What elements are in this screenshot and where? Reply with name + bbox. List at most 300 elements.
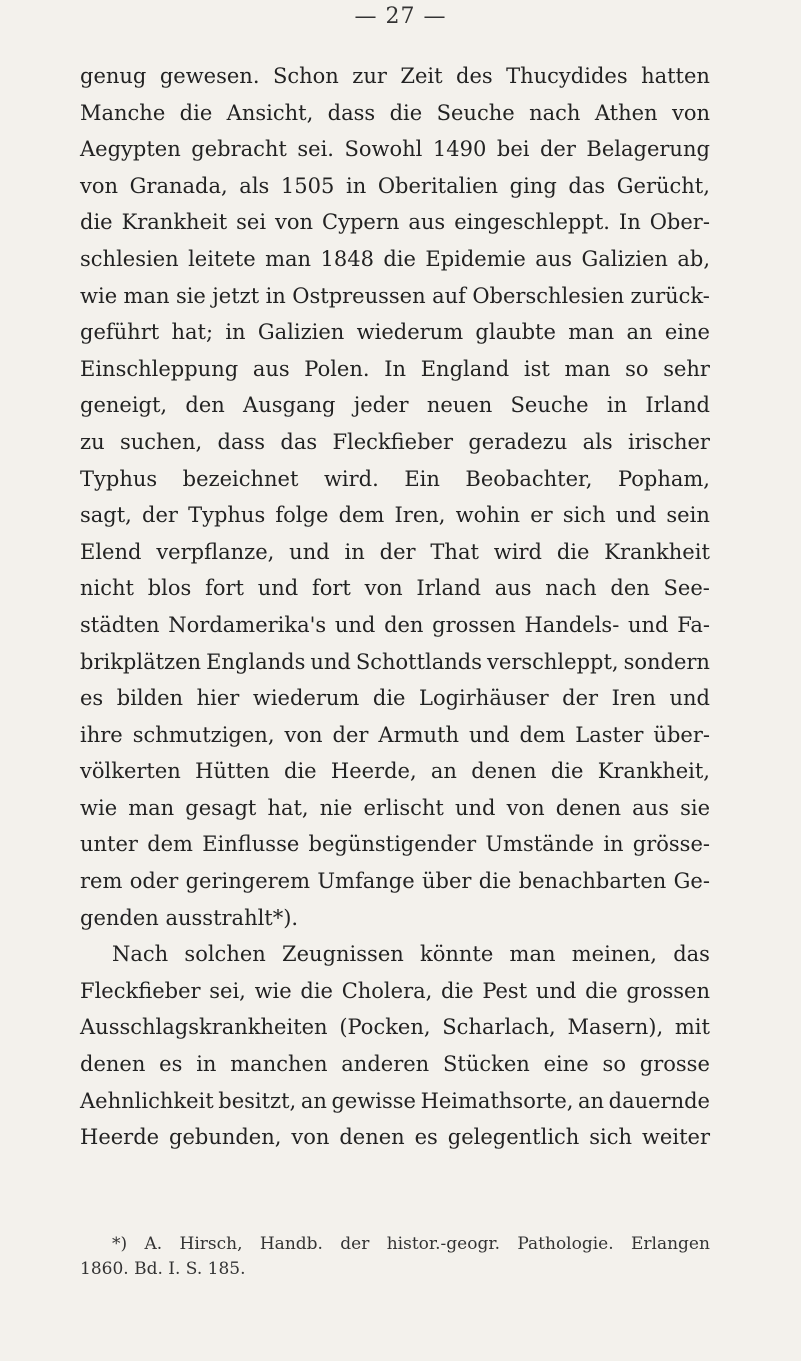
word: in: [606, 393, 628, 418]
word: In: [618, 210, 641, 235]
word: völkerten: [80, 759, 181, 784]
word: neuen: [426, 393, 493, 418]
paragraph-2: [80, 936, 710, 1156]
word: wohin: [455, 503, 521, 528]
word: gebunden,: [169, 1125, 282, 1150]
word: die: [80, 210, 113, 235]
text-line: [80, 168, 710, 205]
word: benachbarten: [518, 869, 667, 894]
text-line-content: [80, 58, 710, 95]
word: Ein: [404, 466, 440, 491]
word: dem: [338, 503, 385, 528]
word: als: [582, 429, 613, 454]
word: Pathologie.: [517, 1234, 614, 1254]
text-line-content: [80, 168, 710, 205]
word: blos: [147, 576, 192, 601]
word: den: [185, 393, 225, 418]
text-line-content: genden ausstrahlt*).: [80, 905, 299, 930]
word: Ansicht,: [226, 100, 314, 125]
word: wiederum: [356, 320, 464, 345]
word: nach: [529, 100, 581, 125]
word: Zeit: [400, 64, 443, 88]
word: und: [257, 576, 299, 601]
word: Heerde,: [330, 759, 417, 784]
word: von: [275, 210, 314, 235]
word: man: [123, 283, 170, 308]
word: bilden: [116, 686, 184, 711]
text-line-content: [80, 607, 710, 644]
word: Seuche: [436, 100, 515, 125]
word: Polen.: [304, 356, 370, 381]
word: die: [550, 759, 584, 784]
text-line-content: [80, 1083, 710, 1120]
text-line: [80, 387, 710, 424]
word: jeder: [353, 393, 409, 418]
word: Popham,: [617, 466, 710, 491]
text-line: [80, 204, 710, 241]
word: fort: [311, 576, 351, 601]
word: Nach: [112, 942, 169, 967]
word: erlischt: [363, 795, 444, 820]
word: zurück-: [630, 283, 710, 308]
word: der: [142, 503, 178, 528]
word: es: [159, 1052, 183, 1077]
text-line: [80, 1046, 710, 1083]
word: es: [80, 686, 104, 711]
word: über-: [653, 722, 710, 747]
word: Armuth: [378, 722, 460, 747]
word: die: [300, 978, 333, 1003]
text-line: [80, 936, 710, 973]
word: Irland: [416, 576, 481, 601]
text-line: [80, 58, 710, 95]
word: aus: [535, 246, 573, 271]
word: besitzt,: [218, 1088, 297, 1113]
word: Ge-: [673, 869, 710, 894]
text-line: [80, 900, 710, 937]
word: Gerücht,: [616, 173, 710, 198]
word: Handels-: [524, 612, 620, 637]
word: sei.: [297, 137, 334, 162]
word: das: [280, 429, 318, 454]
word: die: [441, 978, 474, 1003]
word: dauernde: [608, 1088, 710, 1113]
text-line: [80, 570, 710, 607]
word: der: [340, 1234, 370, 1254]
word: Krankheit: [121, 210, 228, 235]
paragraph-1: [80, 58, 710, 936]
word: grossen: [432, 612, 516, 637]
word: Epidemie: [425, 246, 526, 271]
word: nach: [545, 576, 597, 601]
word: brikplätzen: [80, 649, 202, 674]
text-line-content: [80, 534, 710, 571]
word: grösse-: [632, 832, 710, 857]
word: Englands: [206, 649, 306, 674]
text-line: [80, 534, 710, 571]
word: Pest: [482, 978, 528, 1003]
word: folge: [275, 503, 329, 528]
word: weiter: [641, 1125, 710, 1150]
text-line: [80, 131, 710, 168]
word: in: [196, 1052, 217, 1077]
text-line: [80, 424, 710, 461]
word: und: [454, 795, 496, 820]
text-line-content: [80, 973, 710, 1010]
word: verschleppt,: [487, 649, 619, 674]
word: Fa-: [677, 612, 710, 637]
word: Galizien: [257, 320, 345, 345]
word: aus: [632, 795, 669, 820]
word: und: [615, 503, 657, 528]
word: man: [128, 795, 175, 820]
word: man: [564, 356, 611, 381]
word: oder: [129, 869, 179, 894]
word: auf: [432, 283, 466, 308]
word: Krankheit: [604, 539, 710, 564]
word: Logirhäuser: [419, 686, 549, 711]
word: gebracht: [191, 137, 287, 162]
word: nicht: [80, 576, 134, 601]
word: That: [430, 539, 479, 564]
word: dass: [217, 429, 266, 454]
text-line-content: [112, 936, 710, 973]
word: Oberschlesien: [472, 283, 625, 308]
text-line-content: [80, 424, 710, 461]
word: Zeugnissen: [282, 942, 404, 967]
word: begünstigender: [308, 832, 477, 857]
word: an: [578, 1088, 605, 1113]
word: von: [671, 100, 710, 125]
word: geringerem: [185, 869, 311, 894]
text-line-content: [80, 1119, 710, 1156]
word: denen: [339, 1125, 405, 1150]
word: geneigt,: [80, 393, 168, 418]
word: zur: [352, 64, 387, 88]
word: Scharlach,: [442, 1015, 556, 1040]
text-line-content: [80, 863, 710, 900]
text-line-content: [80, 204, 710, 241]
word: sagt,: [80, 503, 132, 528]
word: ab,: [677, 246, 710, 271]
text-line: [80, 351, 710, 388]
word: gewisse: [331, 1088, 416, 1113]
word: von: [506, 795, 545, 820]
word: und: [310, 649, 351, 674]
word: Irland: [645, 393, 710, 418]
word: an: [430, 759, 457, 784]
word: die: [556, 539, 590, 564]
word: sei,: [209, 978, 246, 1003]
word: fort: [205, 576, 244, 601]
word: geradezu: [468, 429, 568, 454]
word: meinen,: [571, 942, 657, 967]
word: ging: [509, 173, 557, 198]
text-line: [80, 1009, 710, 1046]
word: des: [456, 64, 493, 88]
word: denen: [555, 795, 622, 820]
text-line: [80, 497, 710, 534]
text-line-content: [80, 644, 710, 681]
word: bei: [496, 137, 530, 162]
word: von: [284, 722, 323, 747]
word: Stücken: [443, 1052, 530, 1077]
word: Manche: [80, 100, 166, 125]
word: geführt: [80, 320, 160, 345]
text-line: [80, 461, 710, 498]
word: schlesien: [80, 246, 179, 271]
word: und: [669, 686, 710, 711]
footnote-line-content: 1860. Bd. I. S. 185.: [80, 1259, 246, 1279]
word: eine: [543, 1052, 589, 1077]
word: gelegentlich: [447, 1125, 580, 1150]
word: wird: [493, 539, 542, 564]
word: Fleckfieber: [80, 978, 201, 1003]
text-line: [80, 1119, 710, 1156]
word: Galizien: [581, 246, 668, 271]
footnote-line: [80, 1257, 710, 1282]
word: es: [414, 1125, 438, 1150]
word: Aehnlichkeit: [80, 1088, 214, 1113]
word: Sowohl: [344, 137, 423, 162]
word: wie: [80, 283, 118, 308]
word: und: [628, 612, 669, 637]
word: an: [300, 1088, 327, 1113]
word: dass: [327, 100, 376, 125]
word: die: [179, 100, 213, 125]
word: als: [239, 173, 270, 198]
word: Umfange: [317, 869, 415, 894]
word: verpflanze,: [156, 539, 275, 564]
text-line-content: [80, 570, 710, 607]
word: manchen: [230, 1052, 328, 1077]
word: aus: [408, 210, 446, 235]
word: Athen: [594, 100, 658, 125]
text-line: [80, 753, 710, 790]
word: grossen: [626, 978, 710, 1003]
word: Granada,: [129, 173, 228, 198]
footnote-line: [80, 1232, 710, 1257]
word: Erlangen: [630, 1234, 710, 1254]
text-line: [80, 607, 710, 644]
word: Heerde: [80, 1125, 160, 1150]
text-line: [80, 278, 710, 315]
word: Schottlands: [355, 649, 483, 674]
word: Cholera,: [341, 978, 433, 1003]
word: eingeschleppt.: [454, 210, 610, 235]
word: In: [384, 356, 407, 381]
text-line-content: [80, 131, 710, 168]
word: ist: [523, 356, 550, 381]
text-line: [80, 314, 710, 351]
word: solchen: [184, 942, 266, 967]
word: Iren: [611, 686, 656, 711]
word: die: [383, 246, 416, 271]
word: (Pocken,: [339, 1015, 431, 1040]
word: an: [626, 320, 653, 345]
word: Ostpreussen: [292, 283, 426, 308]
text-line-content: [80, 351, 710, 388]
word: Heimathsorte,: [420, 1088, 574, 1113]
word: man: [265, 246, 312, 271]
word: rem: [80, 869, 123, 894]
word: sie: [175, 283, 206, 308]
body-text: [80, 58, 710, 1156]
text-line-content: [80, 95, 710, 132]
text-line-content: [80, 680, 710, 717]
word: hatten: [641, 64, 710, 88]
text-line-content: [80, 753, 710, 790]
word: glaubte: [475, 320, 556, 345]
text-line: [80, 973, 710, 1010]
word: in: [345, 173, 367, 198]
word: Iren,: [394, 503, 446, 528]
text-line-content: [80, 387, 710, 424]
word: suchen,: [119, 429, 203, 454]
text-line: [80, 826, 710, 863]
word: den: [384, 612, 424, 637]
word: jetzt: [212, 283, 260, 308]
word: irischer: [627, 429, 710, 454]
word: See-: [663, 576, 710, 601]
word: gesagt: [185, 795, 257, 820]
text-line-content: [80, 826, 710, 863]
word: und: [469, 722, 510, 747]
word: hat;: [171, 320, 214, 345]
word: der: [539, 137, 576, 162]
word: und: [289, 539, 330, 564]
word: eine: [664, 320, 710, 345]
word: Ausschlagskrankheiten: [80, 1015, 328, 1040]
text-line: [80, 95, 710, 132]
word: denen: [80, 1052, 146, 1077]
word: Ausgang: [243, 393, 336, 418]
word: könnte: [420, 942, 494, 967]
word: bezeichnet: [182, 466, 299, 491]
word: sich: [562, 503, 606, 528]
word: aus: [252, 356, 290, 381]
word: nie: [319, 795, 353, 820]
word: Typhus: [188, 503, 266, 528]
word: Oberitalien: [377, 173, 499, 198]
word: und: [334, 612, 376, 637]
word: in: [344, 539, 365, 564]
text-line: [80, 790, 710, 827]
word: sehr: [663, 356, 710, 381]
word: Fleckfieber: [332, 429, 454, 454]
word: sein: [666, 503, 710, 528]
word: die: [389, 100, 423, 125]
word: 1490: [432, 137, 487, 162]
text-line-content: [80, 314, 710, 351]
word: von: [80, 173, 119, 198]
text-line-content: [80, 1009, 710, 1046]
word: sich: [589, 1125, 633, 1150]
text-line-content: [80, 497, 710, 534]
word: in: [603, 832, 624, 857]
word: der: [562, 686, 599, 711]
word: gewesen.: [159, 64, 260, 88]
word: Handb.: [259, 1234, 323, 1254]
word: denen: [471, 759, 537, 784]
word: den: [610, 576, 650, 601]
word: und: [535, 978, 577, 1003]
footnote-line-content: [112, 1232, 710, 1257]
word: die: [372, 686, 406, 711]
word: die: [284, 759, 317, 784]
word: man: [568, 320, 615, 345]
word: hat,: [267, 795, 309, 820]
text-line-content: [80, 717, 710, 754]
page-number: — 27 —: [354, 4, 447, 29]
word: wiederum: [252, 686, 360, 711]
word: die: [478, 869, 512, 894]
word: ihre: [80, 722, 123, 747]
word: Schon: [272, 64, 339, 88]
text-line: [80, 644, 710, 681]
word: so: [602, 1052, 626, 1077]
word: leitete: [188, 246, 256, 271]
text-line: [80, 241, 710, 278]
footnote: [80, 1232, 710, 1282]
word: Belagerung: [586, 137, 710, 162]
word: wie: [254, 978, 292, 1003]
text-line-content: [80, 278, 710, 315]
word: Hirsch,: [179, 1234, 243, 1254]
word: Aegypten: [80, 137, 181, 162]
word: sie: [680, 795, 710, 820]
text-line: [80, 717, 710, 754]
word: Einschleppung: [80, 356, 239, 381]
word: genug: [80, 64, 147, 88]
word: er: [530, 503, 553, 528]
word: 1505: [280, 173, 335, 198]
word: zu: [80, 429, 105, 454]
word: Masern),: [567, 1015, 664, 1040]
word: über: [421, 869, 472, 894]
word: der: [379, 539, 416, 564]
word: dem: [519, 722, 566, 747]
word: so: [625, 356, 649, 381]
word: Ober-: [649, 210, 710, 235]
word: man: [509, 942, 556, 967]
word: sei: [236, 210, 267, 235]
word: aus: [494, 576, 532, 601]
word: Nordamerika's: [168, 612, 327, 637]
word: das: [673, 942, 710, 967]
word: wie: [80, 795, 118, 820]
word: grosse: [639, 1052, 710, 1077]
text-line: [80, 680, 710, 717]
word: dem: [147, 832, 193, 857]
word: Elend: [80, 539, 142, 564]
text-line: [80, 1083, 710, 1120]
word: Typhus: [80, 466, 158, 491]
word: die: [585, 978, 618, 1003]
word: A.: [144, 1234, 163, 1254]
word: wird.: [323, 466, 379, 491]
word: in: [225, 320, 246, 345]
word: mit: [674, 1015, 710, 1040]
word: anderen: [341, 1052, 430, 1077]
word: von: [291, 1125, 330, 1150]
word: Umstände: [485, 832, 595, 857]
word: unter: [80, 832, 138, 857]
text-line-content: [80, 790, 710, 827]
text-line-content: [80, 1046, 710, 1083]
word: Laster: [575, 722, 644, 747]
word: England: [420, 356, 510, 381]
